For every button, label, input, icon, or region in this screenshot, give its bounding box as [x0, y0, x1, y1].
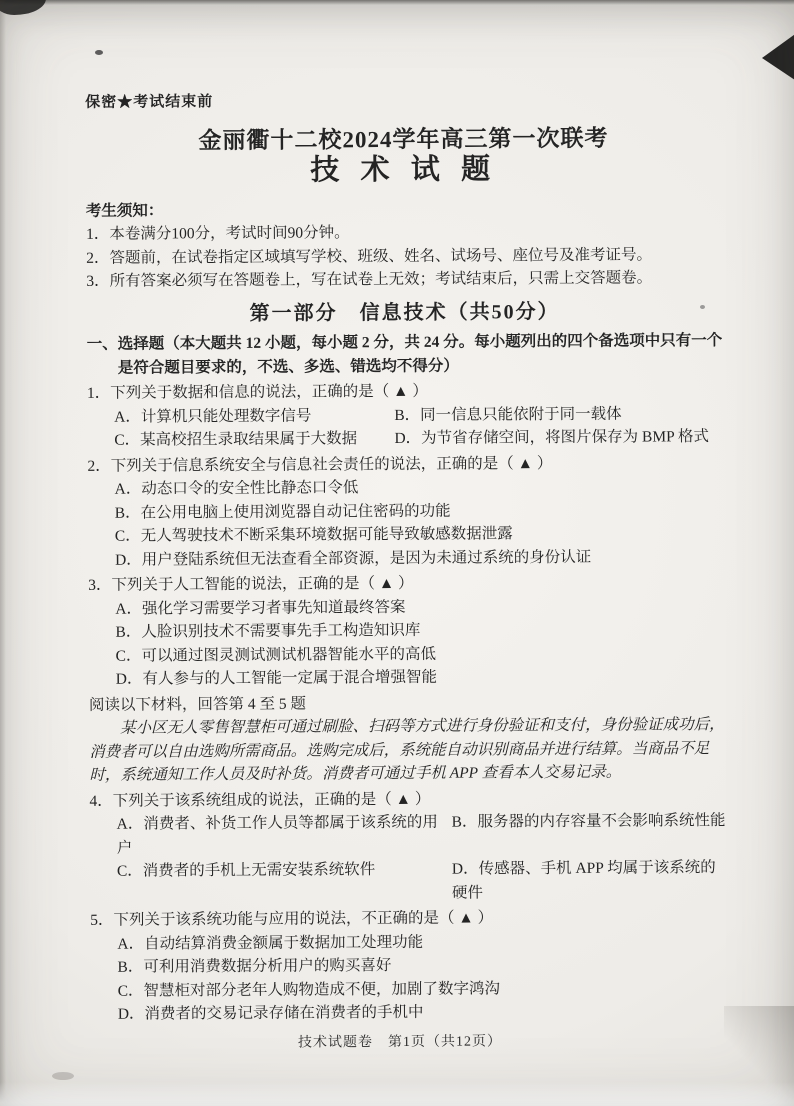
exam-title: 金丽衢十二校2024学年高三第一次联考	[198, 125, 609, 153]
question-4-option-c: C．消费者的手机上无需安装系统软件	[116, 861, 376, 880]
question-3-option-a: A．强化学习需要学习者事先知道最终答案	[115, 598, 406, 618]
question-5-options	[117, 928, 727, 1026]
option-row	[114, 425, 723, 452]
question-4-option-b: B．服务器的内存容量不会影响系统性能	[451, 811, 726, 831]
option-row	[117, 856, 726, 907]
question-1-stem: 1．下列关于数据和信息的说法，正确的是（ ▲ ）	[86, 382, 428, 402]
question-5-option-d: D．消费者的交易记录存储在消费者的手机中	[117, 1003, 424, 1023]
question-4-option-a: A．消费者、补货工作人员等都属于该系统的用户	[116, 813, 438, 857]
subject-title: 技 术 试 题	[310, 153, 498, 187]
reading-material-intro: 阅读以下材料，回答第 4 至 5 题	[88, 695, 306, 714]
part-one-title: 第一部分 信息技术（共50分）	[249, 300, 560, 325]
question-2-option-c: C．无人驾驶技术不断采集环境数据可能导致敏感数据泄露	[114, 525, 513, 545]
multiple-choice-section-intro: 一、选择题（本大题共 12 小题，每小题 2 分，共 24 分。每小题列出的四个备选项中只有一个是符合题目要求的，不选、多选、错选均不得分）	[86, 332, 723, 377]
question-2-option-b: B．在公用电脑上使用浏览器自动记住密码的功能	[114, 502, 451, 522]
question-4	[89, 785, 726, 906]
question-1-options	[114, 402, 723, 453]
question-2-option-a: A．动态口令的安全性比静态口令低	[114, 479, 359, 498]
question-3-stem: 3．下列关于人工智能的说法，正确的是（ ▲ ）	[88, 574, 414, 594]
option-row	[115, 545, 724, 572]
question-5	[90, 905, 727, 1026]
reading-material-body: 某小区无人零售智慧柜可通过刷脸、扫码等方式进行身份验证和支付，身份验证成功后，消费者可以自由选购所需商品。选购完成后，系统能自动识别商品并进行结算。当商品不足时，系统通知工作人员及时补货。消费者可通过手机 APP 查看本人交易记录。	[89, 716, 725, 784]
notice-item-1: 1．本卷满分100分，考试时间90分钟。	[85, 224, 350, 243]
question-1-option-a: A．计算机只能处理数字信号	[114, 407, 312, 426]
question-2	[87, 451, 724, 572]
notice-item-3: 3．所有答案必须写在答题卷上，写在试卷上无效；考试结束后，只需上交答题卷。	[86, 269, 653, 290]
question-3-option-c: C．可以通过图灵测试测试机器智能水平的高低	[115, 645, 437, 665]
candidate-notice-title: 考生须知：	[85, 201, 164, 220]
question-5-option-b: B．可利用消费数据分析用户的购买喜好	[117, 957, 392, 976]
question-1	[87, 378, 723, 452]
question-4-options	[117, 809, 727, 907]
question-3-option-b: B．人脸识别技术不需要事先手工构造知识库	[115, 621, 421, 641]
question-1-option-b: B．同一信息只能依附于同一载体	[394, 405, 622, 424]
question-4-option-d: D．传感器、手机 APP 均属于该系统的硬件	[451, 859, 716, 902]
option-row	[117, 809, 726, 860]
question-5-option-a: A．自动结算消费金额属于数据加工处理功能	[117, 933, 424, 953]
question-5-option-c: C．智慧柜对部分老年人购物造成不便，加剧了数字鸿沟	[117, 979, 501, 1000]
option-row	[116, 664, 725, 691]
question-1-option-c: C．某高校招生录取结果属于大数据	[114, 430, 358, 449]
question-2-option-d: D．用户登陆系统但无法查看全部资源，是因为未通过系统的身份认证	[114, 548, 592, 569]
question-3	[88, 570, 725, 691]
option-row	[118, 999, 727, 1026]
question-4-stem: 4．下列关于该系统组成的说法，正确的是（ ▲ ）	[89, 790, 431, 810]
question-2-options	[115, 474, 725, 572]
reading-material	[89, 689, 726, 787]
page-footer: 技术试题卷 第1页（共12页）	[297, 1033, 503, 1051]
question-3-options	[115, 594, 725, 692]
question-3-option-d: D．有人参与的人工智能一定属于混合增强智能	[115, 668, 438, 688]
question-5-stem: 5．下列关于该系统功能与应用的说法，不正确的是（ ▲ ）	[90, 909, 494, 929]
question-1-option-d: D．为节省存储空间，将图片保存为 BMP 格式	[394, 428, 710, 448]
question-2-stem: 2．下列关于信息系统安全与信息社会责任的说法，正确的是（ ▲ ）	[87, 454, 553, 475]
confidential-notice: 保密★考试结束前	[85, 94, 214, 111]
notice-item-2: 2．答题前，在试卷指定区域填写学校、班级、姓名、试场号、座位号及准考证号。	[86, 245, 652, 267]
candidate-notice	[86, 196, 723, 294]
